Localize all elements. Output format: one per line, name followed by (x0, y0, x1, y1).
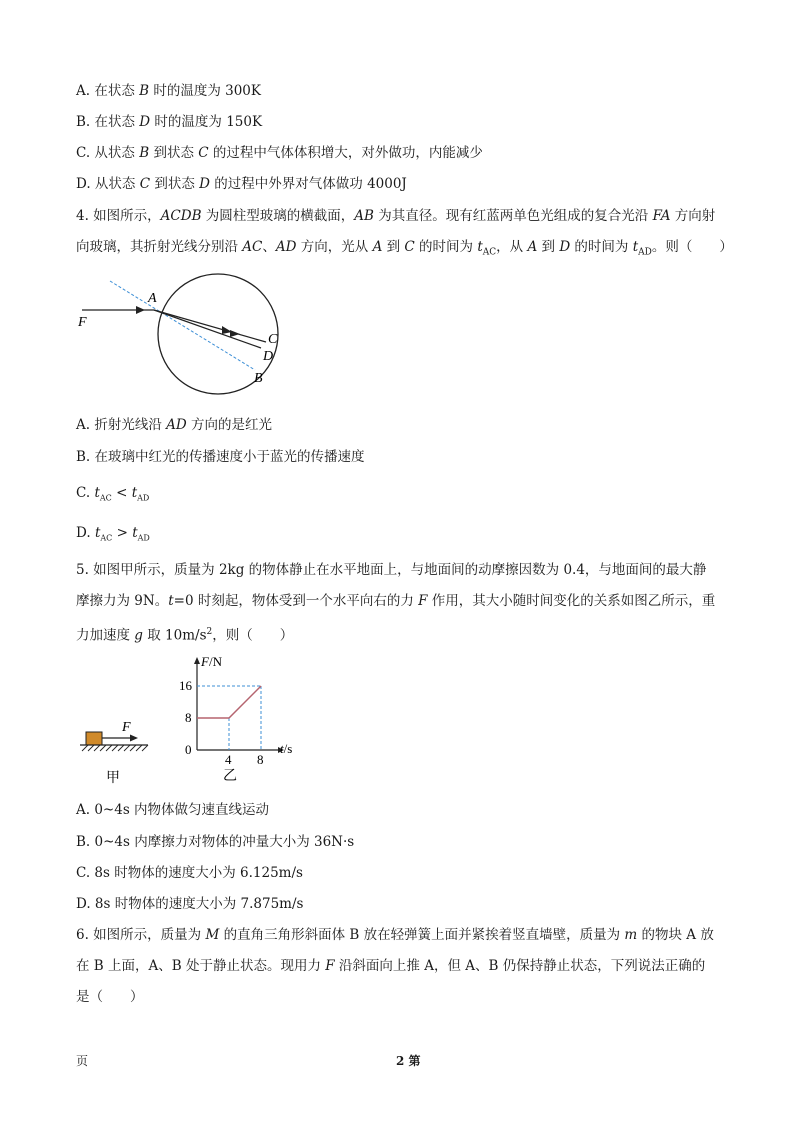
text: 时的温度为 300K (149, 83, 261, 99)
arrow-icon (136, 306, 145, 314)
text: B. 在状态 (76, 114, 140, 130)
text: 6. 如图所示，质量为 (76, 927, 206, 943)
label-f: F (78, 315, 87, 330)
q6-stem-line1 (76, 926, 714, 944)
text: 在 B 上面，A、B 处于静止状态。现用力 (76, 958, 326, 974)
series-line (197, 686, 261, 718)
text: 方向的是红光 (186, 417, 272, 433)
var: D (139, 114, 151, 130)
var: B (139, 83, 150, 99)
q4-stem-line2 (76, 238, 733, 262)
text: 。则（ ） (651, 239, 733, 255)
text: C. 从状态 (76, 145, 140, 161)
text: 4. 如图所示， (76, 208, 161, 224)
text: D. 从状态 (76, 176, 140, 192)
dashed-diameter-line (110, 281, 255, 370)
text: 方向射 (670, 208, 716, 224)
footer-left: 页 (76, 1054, 89, 1068)
y-var: F (201, 654, 209, 669)
var: g (134, 627, 143, 644)
q3-option-d (76, 175, 407, 193)
x-var: t (280, 741, 284, 756)
var: ACDB (160, 208, 202, 224)
var: D (199, 176, 210, 192)
var: D (559, 239, 571, 255)
label-jia: 甲 (106, 770, 120, 786)
superscript: 2 (206, 627, 213, 637)
text: 为圆柱型玻璃的横截面， (201, 208, 355, 224)
refracted-ray-ad (154, 310, 261, 348)
label-yi: 乙 (223, 768, 237, 784)
text: 取 10m/s (142, 627, 207, 644)
q4-option-c (76, 484, 149, 508)
text: 的直角三角形斜面体 B 放在轻弹簧上面并紧挨着竖直墙壁，质量为 (219, 927, 625, 943)
subscript: AD (638, 247, 652, 258)
q4-option-a (76, 416, 272, 434)
fig-yi-chart (170, 652, 310, 787)
text: 的过程中外界对气体做功 4000J (209, 176, 407, 192)
text: 到状态 (150, 176, 200, 192)
var: AB (354, 208, 374, 224)
var: M (205, 927, 220, 943)
text: 向玻璃，其折射光线分别沿 (76, 239, 243, 255)
text: 为其直径。现有红蓝两单色光组成的复合光沿 (373, 208, 653, 224)
var: F (325, 958, 335, 974)
var: A (372, 239, 383, 255)
label-c: C (268, 332, 278, 347)
var: t (477, 239, 483, 255)
text: A. 在状态 (76, 83, 140, 99)
text: 沿斜面向上推 A，但 A、B 仍保持静止状态，下列说法正确的 (334, 958, 706, 974)
var: m (624, 927, 638, 943)
var: A (527, 239, 538, 255)
var: C (404, 239, 415, 255)
var: t (94, 485, 100, 501)
q5-option-a: A. 0~4s 内物体做匀速直线运动 (76, 802, 270, 818)
var: B (139, 145, 150, 161)
var: t (131, 485, 138, 501)
q5-stem-line2 (76, 592, 715, 610)
arrow-icon (194, 657, 200, 664)
refracted-ray-ac (154, 310, 266, 342)
q5-stem-line1: 5. 如图甲所示，质量为 2kg 的物体静止在水平地面上，与地面间的动摩擦因数为 0.4，与地面间的最大静 (76, 562, 707, 578)
text: 的时间为 (414, 239, 478, 255)
text: D. (76, 525, 95, 541)
subscript: AD (137, 533, 150, 543)
text: ，从 (496, 239, 528, 255)
subscript: AC (482, 247, 497, 258)
label-b: B (254, 371, 263, 386)
text: 、 (262, 239, 276, 255)
q4-figure (70, 270, 290, 400)
var: C (139, 176, 151, 192)
arrow-icon (230, 330, 240, 337)
q4-option-d (76, 524, 150, 548)
footer-page-number: 2 第 (396, 1054, 421, 1068)
q5-option-c: C. 8s 时物体的速度大小为 6.125m/s (76, 865, 303, 881)
var: C (198, 145, 209, 161)
text: 作用，其大小随时间变化的关系如图乙所示，重 (427, 593, 716, 609)
text: C. (76, 485, 95, 501)
y-tick-label: 8 (185, 710, 192, 725)
text: 的时间为 (570, 239, 633, 255)
x-tick-label: 4 (225, 752, 232, 767)
text: 力加速度 (76, 627, 135, 644)
var: t (632, 239, 639, 255)
q3-option-b (76, 113, 262, 131)
text: 到 (537, 239, 560, 255)
text: 时的温度为 150K (150, 114, 263, 130)
q5-option-d: D. 8s 时物体的速度大小为 7.875m/s (76, 896, 304, 912)
q6-stem-line2 (76, 957, 705, 975)
subscript: AD (137, 493, 150, 503)
ground-hatch (82, 745, 148, 751)
text: < (111, 485, 132, 501)
var: t (168, 593, 174, 609)
text: 方向，光从 (296, 239, 373, 255)
block (86, 732, 102, 745)
var: AD (166, 417, 187, 433)
x-tick-label: 8 (257, 752, 264, 767)
q4-option-b: B. 在玻璃中红光的传播速度小于蓝光的传播速度 (76, 449, 365, 465)
x-unit: /s (283, 741, 293, 756)
text: A. 折射光线沿 (76, 417, 167, 433)
label-a: A (148, 291, 157, 306)
text: ，则（ ） (212, 627, 294, 644)
text: 的物块 A 放 (637, 927, 714, 943)
text: 的过程中气体体积增大，对外做功，内能减少 (208, 145, 483, 161)
var: F (418, 593, 428, 609)
q5-stem-line3 (76, 623, 293, 645)
q4-stem-line1 (76, 207, 715, 225)
subscript: AC (100, 533, 113, 543)
text: > (112, 525, 133, 541)
text: 摩擦力为 9N。 (76, 593, 169, 609)
var: FA (652, 208, 671, 224)
arrow-icon (130, 735, 138, 742)
q3-option-a (76, 82, 261, 100)
q5-option-b: B. 0~4s 内摩擦力对物体的冲量大小为 36N·s (76, 834, 355, 850)
text: 到 (382, 239, 405, 255)
var: t (94, 525, 101, 541)
label-force: F (122, 720, 131, 735)
text: =0 时刻起，物体受到一个水平向右的力 (173, 593, 419, 609)
fig-jia (76, 716, 156, 786)
origin-label: 0 (185, 742, 192, 757)
y-unit: /N (208, 654, 222, 669)
text: 到状态 (149, 145, 199, 161)
subscript: AC (99, 493, 112, 503)
var: AD (275, 239, 297, 255)
var: AC (242, 239, 263, 255)
y-tick-label: 16 (179, 678, 192, 693)
y-axis-label (200, 654, 223, 669)
q6-stem-line3: 是（ ） (76, 989, 144, 1005)
x-axis-label (280, 741, 292, 756)
q3-option-c (76, 144, 483, 162)
label-d: D (263, 349, 274, 364)
var: t (132, 525, 138, 541)
